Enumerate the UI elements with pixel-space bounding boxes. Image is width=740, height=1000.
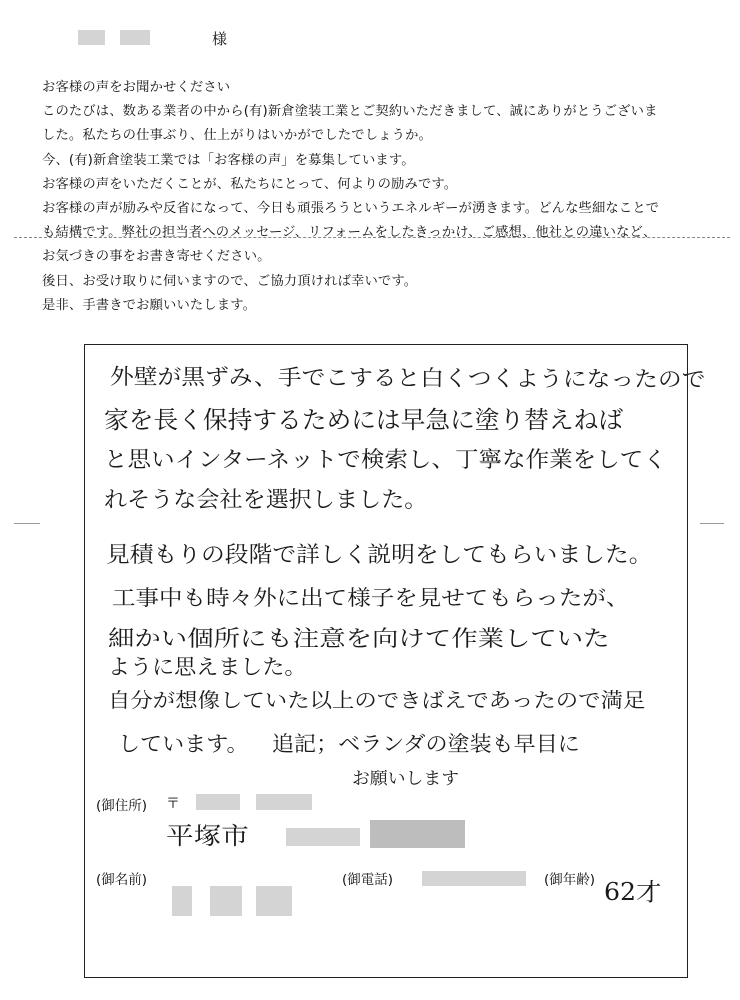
intro-line: お気づきの事をお書き寄せください。 — [42, 249, 271, 265]
handwritten-line: 自分が想像していた以上のできばえであったので満足 — [108, 688, 646, 712]
redacted-address — [286, 828, 360, 846]
redacted-postal-code — [256, 794, 312, 810]
scan-mark — [700, 523, 724, 524]
address-label: (御住所) — [96, 798, 148, 814]
handwritten-line: 家を長く保持するためには早急に塗り替えねば — [104, 406, 624, 434]
postal-mark: 〒 — [166, 796, 180, 812]
redacted-address — [370, 820, 465, 848]
handwritten-line: れそうな会社を選択しました。 — [104, 488, 428, 513]
redacted-name — [172, 886, 192, 916]
redacted-name — [256, 886, 292, 916]
handwritten-line: 外壁が黒ずみ、手でこすると白くつくようになったので — [109, 365, 706, 393]
handwritten-postscript: 追記；ベランダの塗装も早目に — [272, 732, 580, 756]
salutation — [0, 0, 740, 60]
handwritten-line: 細かい個所にも注意を向けて作業していた — [108, 627, 610, 652]
intro-text — [42, 76, 732, 318]
intro-line: お客様の声をお聞かせください — [42, 80, 231, 95]
intro-line: お客様の声をいただくことが、私たちにとって、何よりの励みです。 — [42, 176, 458, 192]
redacted-phone — [422, 871, 526, 886]
handwritten-line: ように思えました。 — [108, 655, 307, 679]
intro-line: 是非、手書きでお願いいたします。 — [42, 297, 257, 313]
redacted-name — [210, 886, 242, 916]
intro-line: このたびは、数ある業者の中から(有)新倉塗装工業とご契約いただきまして、誠にありがとうございま — [42, 104, 658, 120]
handwritten-line: 見積もりの段階で詳しく説明をしてもらいました。 — [106, 543, 653, 568]
intro-line: お客様の声が励みや反省になって、今日も頑張ろうというエネルギーが湧きます。どんな些細なことで — [42, 200, 660, 216]
handwritten-city: 平塚市 — [166, 822, 249, 850]
handwritten-line: と思いインターネットで検索し、丁寧な作業をしてく — [104, 448, 667, 473]
scan-line-artifact — [14, 237, 730, 238]
honorific: 様 — [212, 30, 228, 48]
handwritten-line: 工事中も時々外に出て様子を見せてもらったが、 — [112, 586, 630, 610]
intro-line: した。私たちの仕事ぶり、仕上がりはいかがでしたでしょうか。 — [42, 128, 432, 144]
intro-line: も結構です。弊社の担当者へのメッセージ、リフォームをしたきっかけ、ご感想、他社との違いなど、 — [42, 225, 657, 241]
redacted-name — [120, 30, 150, 45]
phone-label: (御電話) — [342, 872, 394, 888]
age-label: (御年齢) — [544, 872, 596, 888]
intro-line: 今、(有)新倉塗装工業では「お客様の声」を募集しています。 — [42, 152, 415, 168]
intro-line: 後日、お受け取りに伺いますので、ご協力頂ければ幸いです。 — [42, 273, 418, 289]
name-label: (御名前) — [96, 872, 148, 888]
redacted-postal-code — [196, 794, 240, 810]
scan-mark — [14, 523, 40, 524]
handwritten-age: 62才 — [604, 878, 662, 906]
handwritten-postscript: お願いします — [352, 769, 460, 789]
handwritten-line: しています。 — [118, 732, 249, 756]
redacted-name — [78, 30, 105, 45]
